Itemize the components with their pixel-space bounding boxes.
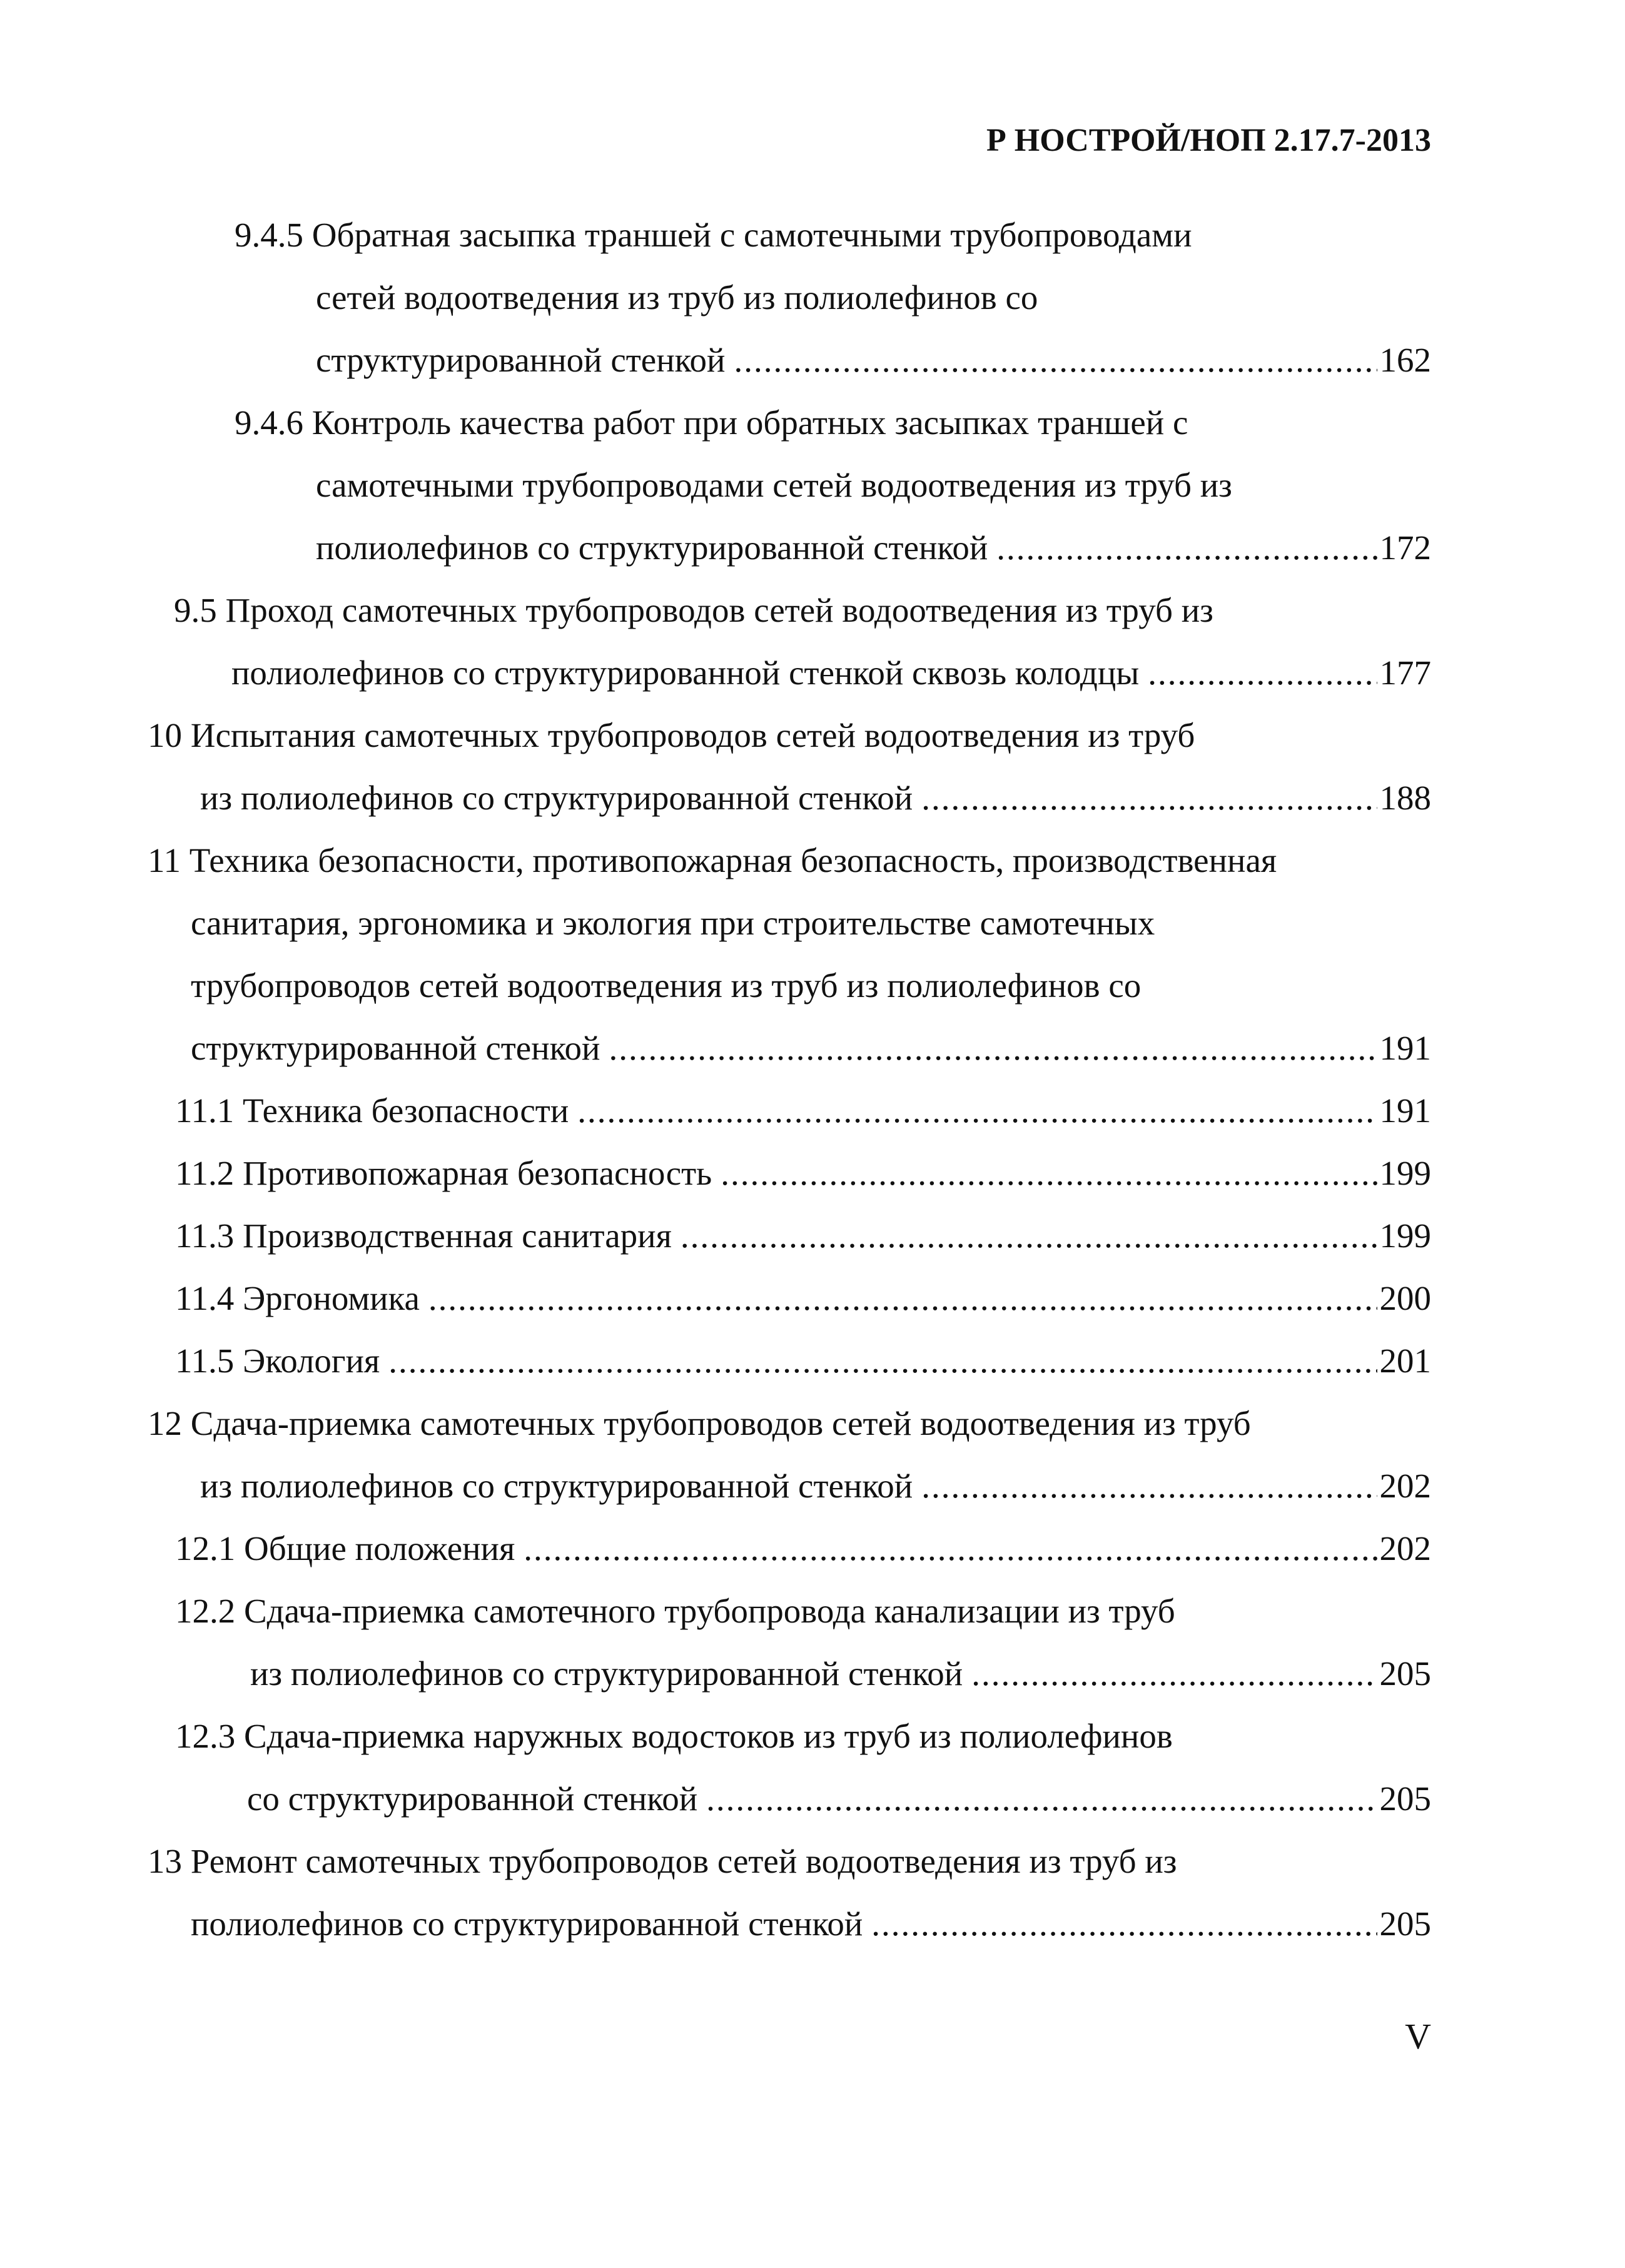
toc-page-number: 162 bbox=[1379, 341, 1431, 379]
dot-leader bbox=[388, 1339, 1377, 1384]
toc-entry-title-continued: структурированной стенкой bbox=[316, 341, 726, 379]
dot-leader bbox=[1148, 651, 1377, 696]
toc-entry-number: 11.1 bbox=[175, 1091, 235, 1130]
toc-entry-title-continued: полиолефинов со структурированной стенкой bbox=[191, 1905, 863, 1943]
toc-entry-9-4-5-line-3[interactable] bbox=[316, 338, 1431, 383]
toc-entry-title-continued: структурированной стенкой bbox=[191, 1029, 600, 1067]
toc-entry-9-4-5-line-1 bbox=[235, 213, 1192, 258]
dot-leader bbox=[706, 1776, 1377, 1821]
toc-entry-title: Контроль качества работ при обратных засыпках траншей с bbox=[311, 403, 1188, 442]
toc-entry-number: 10 bbox=[148, 716, 182, 754]
toc-entry-12-line-2[interactable] bbox=[200, 1464, 1431, 1509]
toc-page-number: 191 bbox=[1379, 1029, 1431, 1067]
dot-leader bbox=[681, 1213, 1377, 1258]
toc-entry-title: Сдача-приемка самотечного трубопровода канализации из труб bbox=[244, 1592, 1175, 1630]
toc-entry-title: Испытания самотечных трубопроводов сетей водоотведения из труб bbox=[190, 716, 1195, 754]
toc-entry-12-2-line-1 bbox=[175, 1589, 1175, 1634]
toc-entry-11-line-1 bbox=[148, 838, 1277, 883]
toc-entry-12-3-line-1 bbox=[175, 1714, 1173, 1759]
toc-entry-title-continued: из полиолефинов со структурированной стенкой bbox=[200, 1467, 913, 1505]
toc-page-number: 202 bbox=[1379, 1529, 1431, 1567]
document-code-header: Р НОСТРОЙ/НОП 2.17.7-2013 bbox=[986, 123, 1431, 158]
toc-entry-title-continued: полиолефинов со структурированной стенкой bbox=[316, 529, 988, 567]
toc-entry-number: 9.5 bbox=[174, 591, 217, 629]
toc-entry-title: Сдача-приемка наружных водостоков из труб из полиолефинов bbox=[244, 1717, 1173, 1755]
toc-page-number: 205 bbox=[1379, 1905, 1431, 1943]
toc-entry-9-4-6-line-2 bbox=[316, 463, 1232, 508]
toc-entry-11-5[interactable] bbox=[175, 1339, 1431, 1384]
dot-leader bbox=[524, 1526, 1377, 1571]
toc-entry-number: 9.4.6 bbox=[235, 403, 303, 442]
toc-entry-12-1[interactable] bbox=[175, 1526, 1431, 1571]
toc-page-number: 202 bbox=[1379, 1467, 1431, 1505]
toc-entry-10-line-1 bbox=[148, 713, 1195, 758]
toc-entry-title: Эргономика bbox=[242, 1279, 420, 1317]
toc-entry-12-line-1 bbox=[148, 1401, 1251, 1446]
toc-entry-title: Техника безопасности, противопожарная безопасность, производственная bbox=[189, 841, 1277, 879]
toc-entry-title: Общие положения bbox=[244, 1529, 515, 1567]
toc-entry-12-3-line-2[interactable] bbox=[247, 1776, 1431, 1821]
toc-entry-number: 12.2 bbox=[175, 1592, 236, 1630]
toc-entry-13-line-1 bbox=[148, 1839, 1177, 1884]
toc-entry-title: Сдача-приемка самотечных трубопроводов сетей водоотведения из труб bbox=[190, 1404, 1251, 1442]
dot-leader bbox=[609, 1026, 1377, 1071]
toc-entry-title: Обратная засыпка траншей с самотечными трубопроводами bbox=[311, 216, 1192, 254]
toc-entry-number: 11 bbox=[148, 841, 181, 879]
dot-leader bbox=[921, 1464, 1377, 1509]
toc-entry-13-line-2[interactable] bbox=[191, 1901, 1431, 1947]
toc-entry-title-continued: сетей водоотведения из труб из полиолефинов со bbox=[316, 278, 1038, 316]
toc-entry-number: 12 bbox=[148, 1404, 182, 1442]
dot-leader bbox=[996, 525, 1377, 570]
toc-entry-11-4[interactable] bbox=[175, 1276, 1431, 1321]
toc-entry-11-3[interactable] bbox=[175, 1213, 1431, 1258]
toc-page-number: 199 bbox=[1379, 1154, 1431, 1192]
toc-entry-title: Техника безопасности bbox=[242, 1091, 569, 1130]
toc-entry-11-line-3 bbox=[191, 963, 1141, 1008]
toc-page-number: 199 bbox=[1379, 1217, 1431, 1255]
toc-entry-number: 11.3 bbox=[175, 1217, 235, 1255]
toc-page-number: 201 bbox=[1379, 1342, 1431, 1380]
dot-leader bbox=[871, 1901, 1377, 1947]
toc-page-number: 205 bbox=[1379, 1654, 1431, 1693]
toc-entry-title: Проход самотечных трубопроводов сетей водоотведения из труб из bbox=[225, 591, 1213, 629]
toc-entry-number: 11.4 bbox=[175, 1279, 235, 1317]
dot-leader bbox=[921, 776, 1377, 821]
toc-entry-title: Экология bbox=[242, 1342, 380, 1380]
toc-entry-9-5-line-2[interactable] bbox=[231, 651, 1431, 696]
toc-entry-number: 13 bbox=[148, 1842, 182, 1880]
toc-entry-number: 11.5 bbox=[175, 1342, 235, 1380]
toc-entry-title-continued: санитария, эргономика и экология при строительстве самотечных bbox=[191, 904, 1155, 942]
dot-leader bbox=[428, 1276, 1377, 1321]
dot-leader bbox=[971, 1651, 1377, 1696]
toc-entry-title: Противопожарная безопасность bbox=[242, 1154, 712, 1192]
toc-entry-10-line-2[interactable] bbox=[200, 776, 1431, 821]
toc-entry-9-4-6-line-1 bbox=[235, 400, 1188, 445]
toc-page-number: 200 bbox=[1379, 1279, 1431, 1317]
toc-entry-number: 12.1 bbox=[175, 1529, 236, 1567]
toc-entry-number: 11.2 bbox=[175, 1154, 235, 1192]
toc-entry-title: Производственная санитария bbox=[242, 1217, 672, 1255]
toc-entry-12-2-line-2[interactable] bbox=[250, 1651, 1431, 1696]
toc-page-number: 177 bbox=[1379, 654, 1431, 692]
page-number-footer: V bbox=[1405, 2016, 1431, 2057]
toc-entry-11-1[interactable] bbox=[175, 1088, 1431, 1133]
dot-leader bbox=[734, 338, 1377, 383]
toc-entry-number: 9.4.5 bbox=[235, 216, 303, 254]
toc-entry-title-continued: самотечными трубопроводами сетей водоотведения из труб из bbox=[316, 466, 1232, 504]
toc-entry-title-continued: из полиолефинов со структурированной стенкой bbox=[250, 1654, 963, 1693]
toc-entry-number: 12.3 bbox=[175, 1717, 236, 1755]
toc-entry-9-4-5-line-2 bbox=[316, 275, 1038, 320]
toc-entry-title-continued: со структурированной стенкой bbox=[247, 1779, 698, 1818]
toc-entry-9-4-6-line-3[interactable] bbox=[316, 525, 1431, 570]
toc-entry-11-line-2 bbox=[191, 901, 1155, 946]
toc-entry-11-2[interactable] bbox=[175, 1151, 1431, 1196]
dot-leader bbox=[577, 1088, 1377, 1133]
toc-page-number: 191 bbox=[1379, 1091, 1431, 1130]
dot-leader bbox=[721, 1151, 1377, 1196]
toc-entry-title-continued: трубопроводов сетей водоотведения из труб из полиолефинов со bbox=[191, 966, 1142, 1005]
toc-page-number: 188 bbox=[1379, 779, 1431, 817]
toc-entry-title: Ремонт самотечных трубопроводов сетей водоотведения из труб из bbox=[190, 1842, 1177, 1880]
toc-entry-title-continued: из полиолефинов со структурированной стенкой bbox=[200, 779, 913, 817]
toc-entry-title-continued: полиолефинов со структурированной стенкой сквозь колодцы bbox=[231, 654, 1140, 692]
toc-page-number: 205 bbox=[1379, 1779, 1431, 1818]
toc-entry-9-5-line-1 bbox=[174, 588, 1213, 633]
toc-page-number: 172 bbox=[1379, 529, 1431, 567]
toc-entry-11-line-4[interactable] bbox=[191, 1026, 1431, 1071]
